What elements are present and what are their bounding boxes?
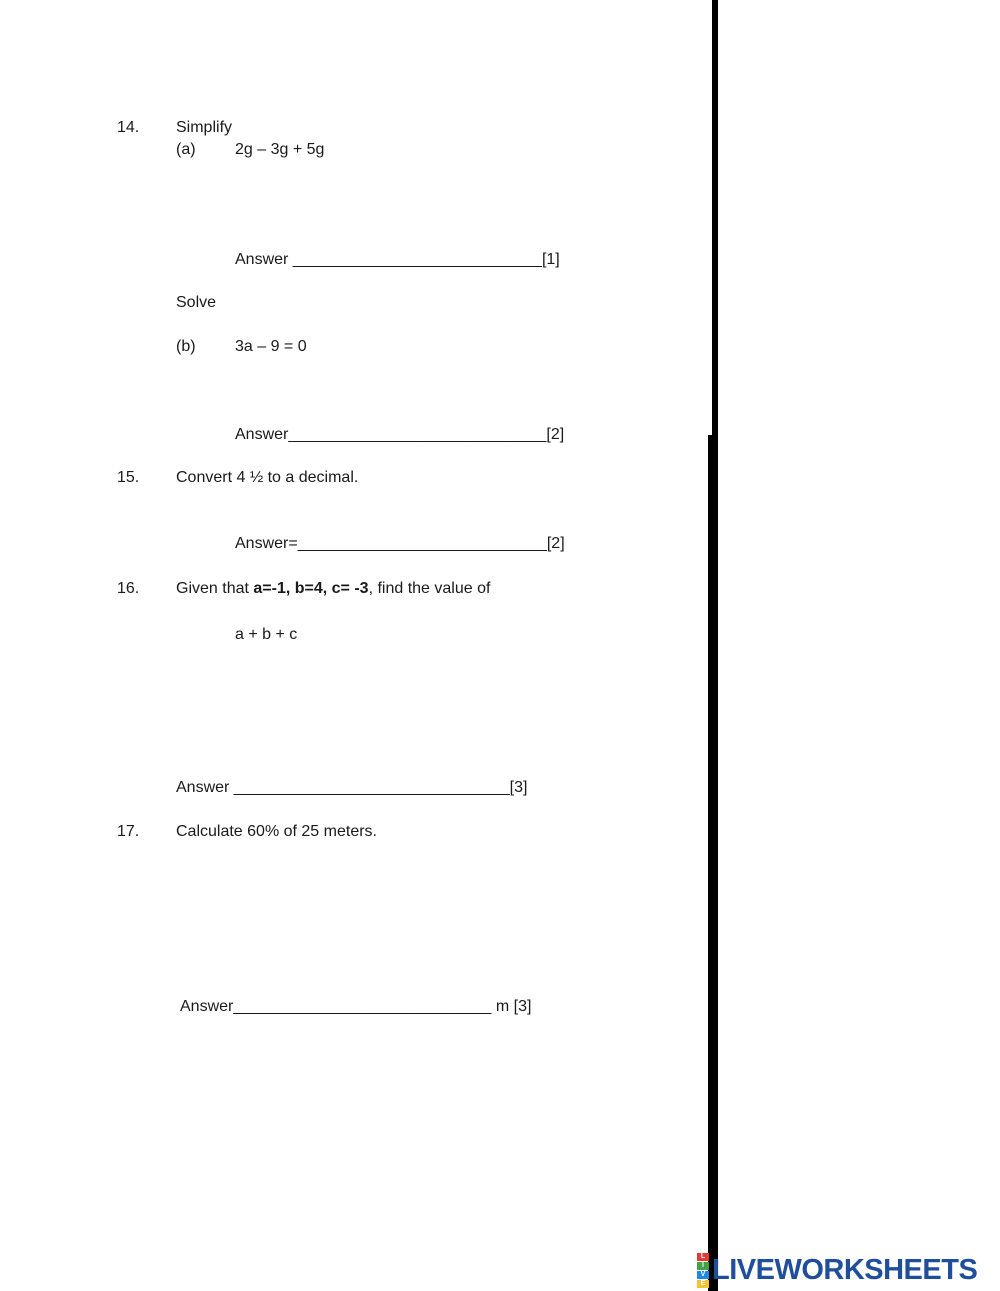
- question-16-expression: a + b + c: [235, 626, 298, 643]
- question-17-answer-line[interactable]: Answer_____________________________ m [3]: [180, 998, 532, 1015]
- question-14b-label: (b): [176, 338, 196, 355]
- logo-block-l: L: [697, 1253, 709, 1261]
- liveworksheets-logo: [697, 1253, 977, 1287]
- logo-block-v: V: [697, 1271, 709, 1279]
- question-14a-expression: 2g – 3g + 5g: [235, 141, 325, 158]
- question-16-text-post: , find the value of: [368, 580, 491, 597]
- logo-text: LIVEWORKSHEETS: [712, 1253, 978, 1286]
- question-17-text: Calculate 60% of 25 meters.: [176, 823, 377, 840]
- question-14a-answer-line[interactable]: Answer ____________________________[1]: [235, 251, 560, 268]
- page-divider-line-top: [712, 0, 718, 440]
- logo-block-e: E: [697, 1280, 709, 1288]
- question-14-instruction: Simplify: [176, 119, 233, 136]
- question-16-number: 16.: [117, 580, 140, 597]
- logo-block-i: I: [697, 1262, 709, 1270]
- question-14a-label: (a): [176, 141, 196, 158]
- question-15-text: Convert 4 ½ to a decimal.: [176, 469, 359, 486]
- question-16-text-pre: Given that: [176, 580, 254, 597]
- question-14b-expression: 3a – 9 = 0: [235, 338, 307, 355]
- question-17-number: 17.: [117, 823, 140, 840]
- page-divider-line-bottom: [708, 435, 718, 1291]
- question-15-answer-line[interactable]: Answer=____________________________[2]: [235, 535, 565, 552]
- question-15-number: 15.: [117, 469, 140, 486]
- question-14-solve-label: Solve: [176, 294, 217, 311]
- question-16-answer-line[interactable]: Answer _______________________________[3]: [176, 779, 528, 796]
- question-16-givens: a=-1, b=4, c= -3: [253, 580, 369, 597]
- question-14-number: 14.: [117, 119, 140, 136]
- logo-blocks-icon: [697, 1253, 709, 1288]
- question-14b-answer-line[interactable]: Answer_____________________________[2]: [235, 426, 565, 443]
- question-16-text: [176, 579, 490, 599]
